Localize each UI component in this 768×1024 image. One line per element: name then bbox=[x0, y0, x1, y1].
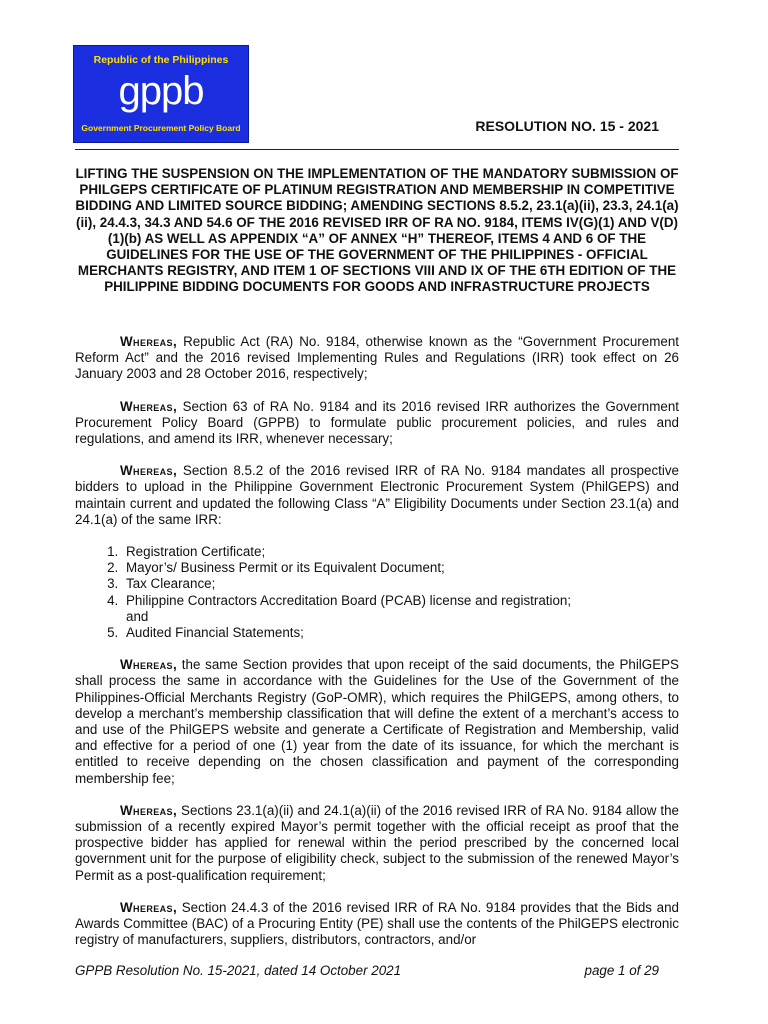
logo-board-name: Government Procurement Policy Board bbox=[81, 123, 241, 133]
document-body bbox=[75, 334, 679, 965]
whereas-label: Whereas, bbox=[120, 657, 178, 673]
list-item: 5. Audited Financial Statements; bbox=[122, 625, 679, 641]
whereas-paragraph bbox=[75, 463, 679, 528]
paragraph-text: Section 24.4.3 of the 2016 revised IRR of RA No. 9184 provides that the Bids and Awards Committee (BAC) of a Procuring Entity (PE) shall use the contents of the PhilGEPS electronic registry of manufacturers, suppliers, distributors, contractors, and/or bbox=[75, 899, 679, 948]
paragraph-text: Section 63 of RA No. 9184 and its 2016 revised IRR authorizes the Government Procurement Policy Board (GPPB) to formulate public procurement policies, and rules and regulations, and amend its IRR, whenever necessary; bbox=[75, 398, 679, 447]
list-conjunction: and bbox=[126, 608, 149, 624]
list-item: 1. Registration Certificate; bbox=[122, 544, 679, 560]
header-divider bbox=[75, 149, 679, 150]
gppb-logo bbox=[73, 45, 249, 143]
logo-mark: gppb bbox=[118, 69, 204, 113]
whereas-paragraph bbox=[75, 900, 679, 949]
list-item: 3. Tax Clearance; bbox=[122, 576, 679, 592]
whereas-label: Whereas, bbox=[120, 899, 178, 915]
whereas-label: Whereas, bbox=[120, 463, 178, 479]
logo-republic-text: Republic of the Philippines bbox=[93, 54, 229, 66]
eligibility-documents-list bbox=[75, 544, 679, 641]
whereas-label: Whereas, bbox=[120, 398, 178, 414]
whereas-paragraph bbox=[75, 334, 679, 383]
whereas-label: Whereas, bbox=[120, 802, 178, 818]
paragraph-text: Section 8.5.2 of the 2016 revised IRR of RA No. 9184 mandates all prospective bidders to upload in the Philippine Government Electronic Procurement System (PhilGEPS) and maintain current and updated the following Class “A” Eligibility Documents under Section 23.1(a) and 24.1(a) of the same IRR: bbox=[75, 463, 679, 527]
resolution-number: RESOLUTION NO. 15 - 2021 bbox=[475, 118, 659, 134]
whereas-label: Whereas, bbox=[120, 334, 178, 349]
page-footer bbox=[75, 963, 659, 978]
page-number: page 1 of 29 bbox=[584, 963, 659, 978]
whereas-paragraph bbox=[75, 657, 679, 787]
whereas-paragraph bbox=[75, 399, 679, 448]
list-item: 2. Mayor’s/ Business Permit or its Equivalent Document; bbox=[122, 560, 679, 576]
resolution-title: LIFTING THE SUSPENSION ON THE IMPLEMENTATION OF THE MANDATORY SUBMISSION OF PHILGEPS CERTIFICATE OF PLATINUM REGISTRATION AND MEMBERSHIP IN COMPETITIVE BIDDING AND LIMITED SOURCE BIDDING; AMENDING SECTIONS 8.5.2, 23.1(a)(ii), 23.3, 24.1(a)(ii), 24.4.3, 34.3 AND 54.6 OF THE 2016 REVISED IRR OF RA NO. 9184, ITEMS IV(G)(1) AND V(D)(1)(b) AS WELL AS APPENDIX “A” OF ANNEX “H” THEREOF, ITEMS 4 AND 6 OF THE GUIDELINES FOR THE USE OF THE GOVERNMENT OF THE PHILIPPINES - OFFICIAL MERCHANTS REGISTRY, AND ITEM 1 OF SECTIONS VIII AND IX OF THE 6TH EDITION OF THE PHILIPPINE BIDDING DOCUMENTS FOR GOODS AND INFRASTRUCTURE PROJECTS bbox=[75, 166, 679, 295]
paragraph-text: the same Section provides that upon receipt of the said documents, the PhilGEPS shall process the same in accordance with the Guidelines for the Use of the Government of the Philippines-Official Merchants Registry (GoP-OMR), which requires the PhilGEPS, among others, to develop a merchant’s membership classification that will define the extent of a merchant’s access to and use of the PhilGEPS website and generate a Certificate of Registration and Membership, valid and effective for a period of one (1) year from the date of its issuance, for which the merchant is entitled to receive depending on the chosen classification and payment of the corresponding membership fee; bbox=[75, 657, 679, 786]
paragraph-text: Sections 23.1(a)(ii) and 24.1(a)(ii) of the 2016 revised IRR of RA No. 9184 allow the submission of a recently expired Mayor’s permit together with the official receipt as proof that the prospective bidder has applied for renewal within the period prescribed by the concerned local government unit for the purpose of eligibility check, subject to the submission of the renewed Mayor’s Permit as a post-qualification requirement; bbox=[75, 802, 679, 883]
list-item: 4. Philippine Contractors Accreditation Board (PCAB) license and registration; and bbox=[122, 593, 679, 625]
paragraph-text: Republic Act (RA) No. 9184, otherwise known as the “Government Procurement Reform Act” and the 2016 revised Implementing Rules and Regulations (IRR) took effect on 26 January 2003 and 28 October 2016, respectively; bbox=[75, 334, 679, 382]
footer-citation: GPPB Resolution No. 15-2021, dated 14 October 2021 bbox=[75, 963, 402, 978]
whereas-paragraph bbox=[75, 803, 679, 884]
